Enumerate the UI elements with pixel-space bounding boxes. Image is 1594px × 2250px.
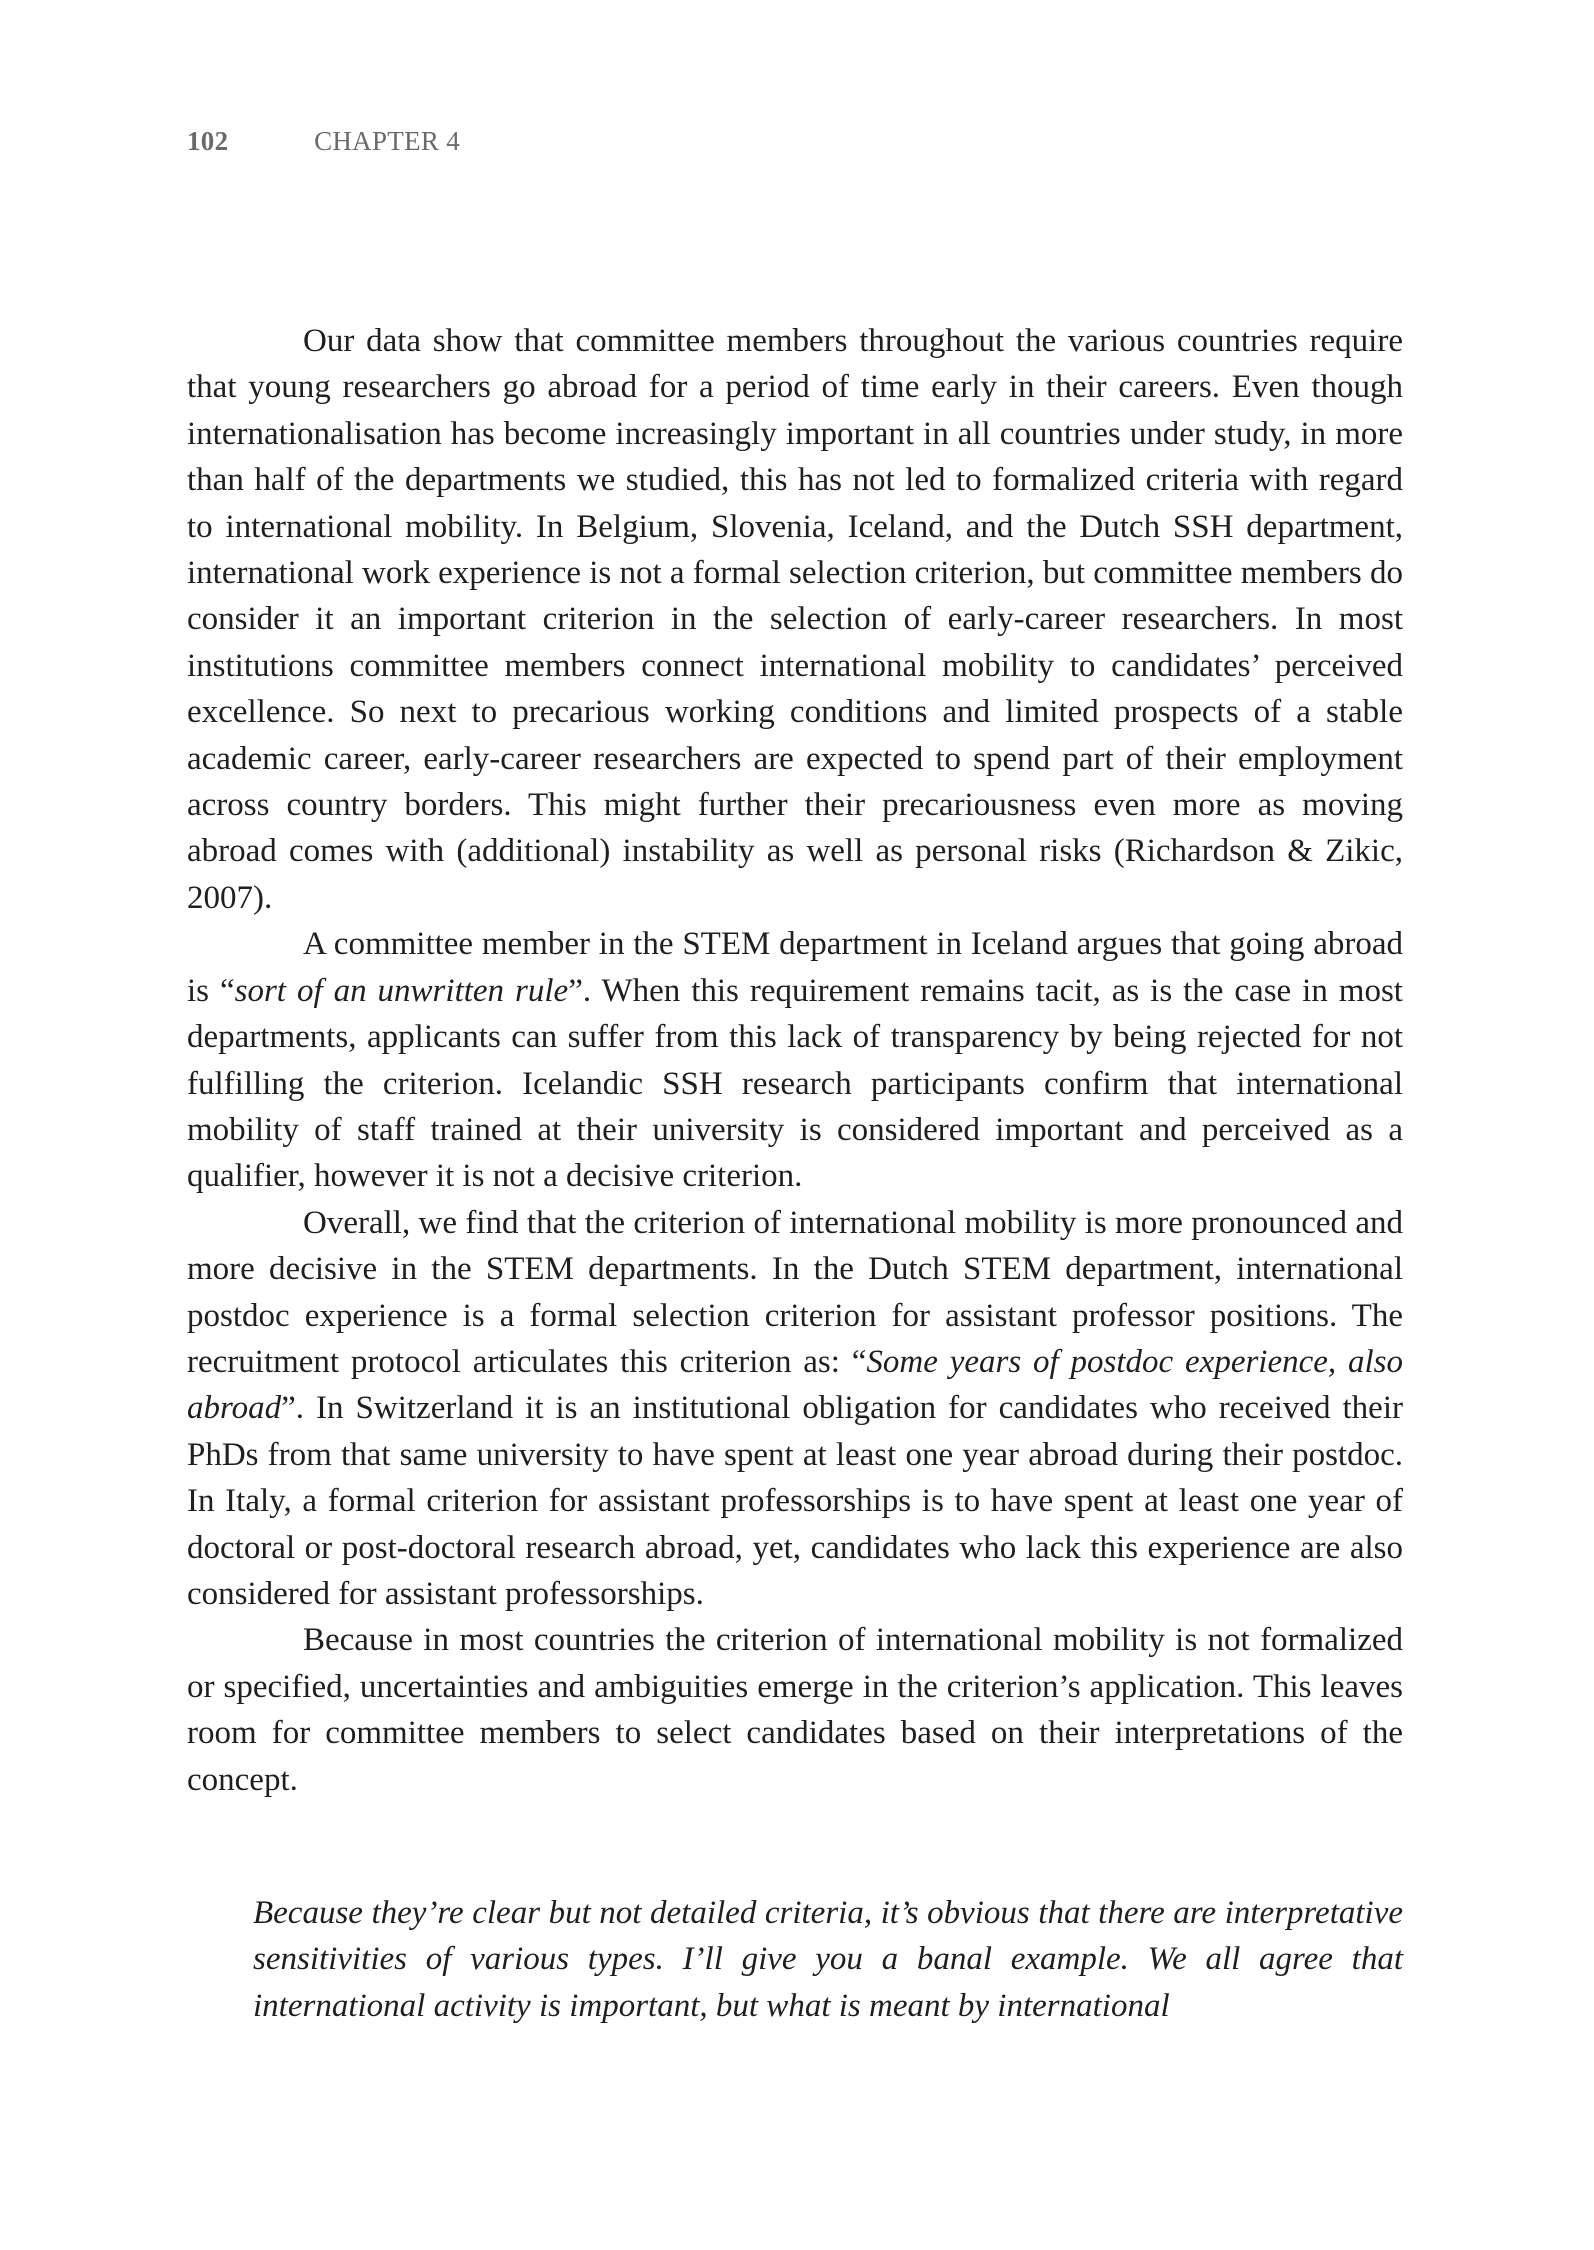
block-quote: Because they’re clear but not detailed criteria, it’s obvious that there are interpretative sensitivities of various types. I’ll give you a banal example. We all agree that international activity is important, but what is meant by international — [253, 1895, 1403, 2024]
paragraph-1 — [187, 318, 1403, 921]
quoted-phrase: sort of an unwritten rule — [234, 972, 569, 1009]
paragraph-text: A committee member in the STEM department in Iceland argues that going abroad is “ — [187, 926, 1403, 1009]
page-number: 102 — [187, 126, 229, 156]
paragraph-4 — [187, 1617, 1403, 1803]
quoted-phrase: Some years of postdoc experience, also abroad — [187, 1343, 1404, 1427]
paragraph-text: Because in most countries the criterion of international mobility is not formalized or specified, uncertainties and ambiguities emerge in the criterion’s application. This leaves room for committee members to select candidates based on their interpretations of the concept. — [187, 1622, 1403, 1798]
paragraph-3 — [187, 1200, 1403, 1618]
paragraph-2 — [187, 921, 1403, 1199]
body-text — [187, 318, 1403, 1803]
running-head — [187, 126, 460, 157]
paragraph-text: Our data show that committee members throughout the various countries require that young researchers go abroad for a period of time early in their careers. Even though internationalisation has become increasingly important in all countries under study, in more than half of the departments we studied, this has not led to formalized criteria with regard to international mobility. In Belgium, Slovenia, Iceland, and the Dutch SSH department, international work experience is not a formal selection criterion, but committee members do consider it an important criterion in the selection of early-career researchers. In most institutions committee members connect international mobility to candidates’ perceived excellence. So next to precarious working conditions and limited prospects of a stable academic career, early-career researchers are expected to spend part of their employment across country borders. This might further their precariousness even more as moving abroad comes with (additional) instability as well as personal risks (Richardson & Zikic, 2007). — [187, 323, 1404, 916]
paragraph-text: ”. When this requirement remains tacit, as is the case in most departments, applicants can suffer from this lack of transparency by being rejected for not fulfilling the criterion. Icelandic SSH research participants confirm that international mobility of staff trained at their university is considered important and perceived as a qualifier, however it is not a decisive criterion. — [187, 972, 1403, 1195]
chapter-title: CHAPTER 4 — [314, 126, 461, 156]
paragraph-text: ”. In Switzerland it is an institutional obligation for candidates who received their PhDs from that same university to have spent at least one year abroad during their postdoc. In Italy, a formal criterion for assistant professorships is to have spent at least one year of doctoral or post-doctoral research abroad, yet, candidates who lack this experience are also considered for assistant professorships. — [187, 1390, 1403, 1612]
paragraph-text: Overall, we find that the criterion of international mobility is more pronounced and more decisive in the STEM departments. In the Dutch STEM department, international postdoc experience is a formal selection criterion for assistant professor positions. The recruitment protocol articulates this criterion as: “ — [187, 1204, 1403, 1380]
